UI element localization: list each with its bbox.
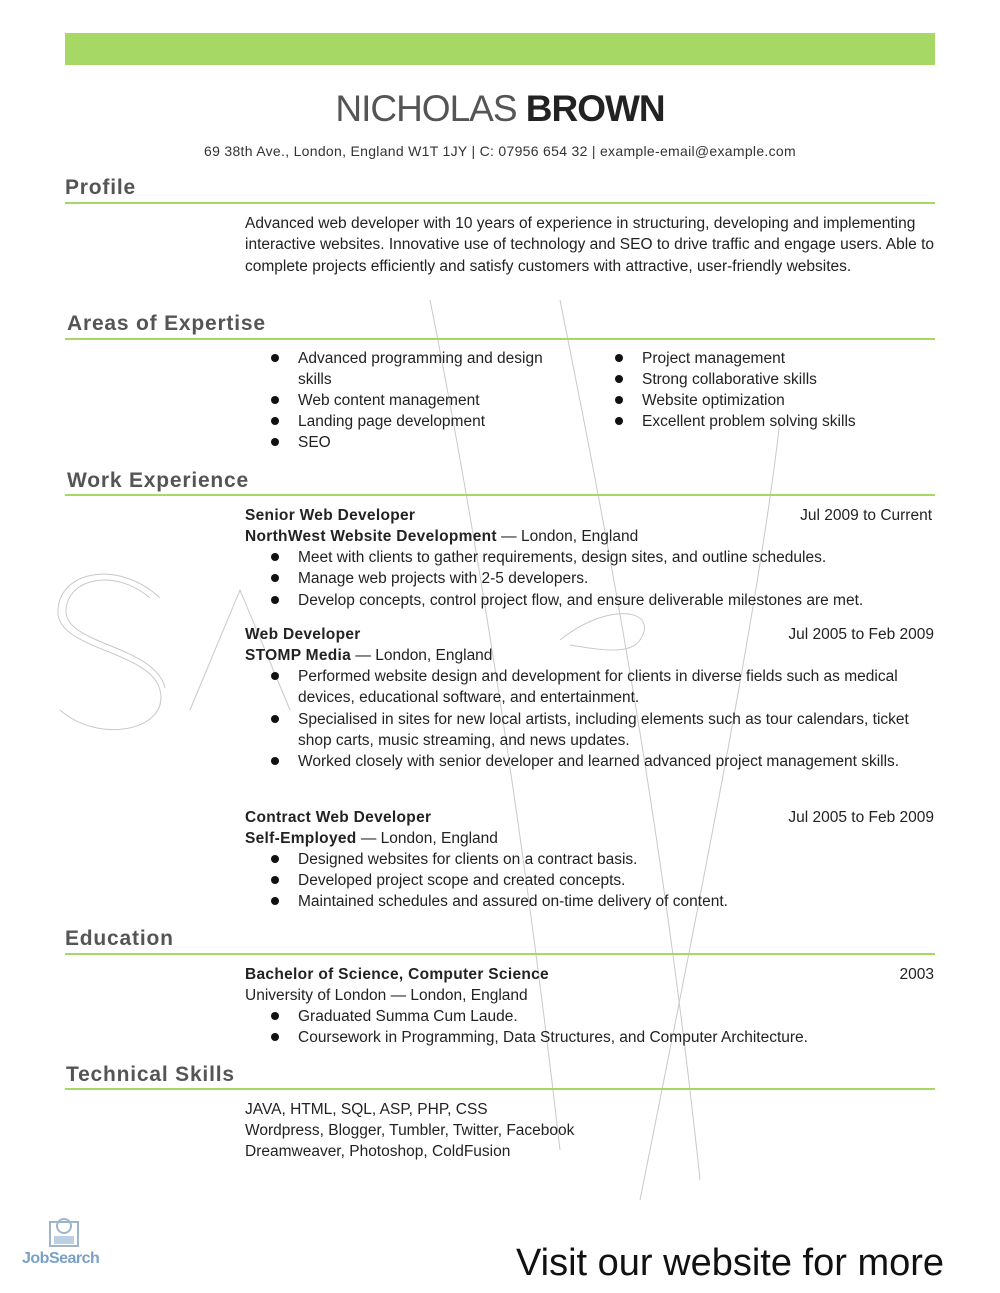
list-item: Worked closely with senior developer and learned advanced project management skills.: [298, 751, 935, 772]
skills-line: JAVA, HTML, SQL, ASP, PHP, CSS: [245, 1101, 488, 1118]
work-heading: Work Experience: [67, 469, 250, 492]
candidate-name: [0, 88, 1000, 130]
last-name: BROWN: [525, 88, 665, 129]
skills-line: Dreamweaver, Photoshop, ColdFusion: [245, 1143, 511, 1160]
list-item: Web content management: [298, 390, 578, 411]
job-employer: STOMP Media — London, England: [245, 647, 493, 664]
graduation-year: 2003: [899, 966, 934, 983]
header-accent-bar: [65, 33, 935, 65]
list-item: Project management: [642, 348, 935, 369]
expertise-rule: [65, 338, 935, 340]
skills-heading: Technical Skills: [66, 1063, 235, 1086]
job-employer: Self-Employed — London, England: [245, 830, 498, 847]
list-item: Advanced programming and design skills: [298, 348, 578, 391]
job-dates: Jul 2005 to Feb 2009: [788, 809, 934, 826]
list-item: Landing page development: [298, 411, 578, 432]
document-icon: [46, 1216, 86, 1250]
work-rule: [65, 494, 935, 496]
expertise-heading: Areas of Expertise: [67, 312, 266, 335]
profile-rule: [65, 202, 935, 204]
education-heading: Education: [65, 927, 174, 950]
contact-line: 69 38th Ave., London, England W1T 1JY | C: 07956 654 32 | example-email@example.com: [204, 143, 796, 159]
list-item: Graduated Summa Cum Laude.: [298, 1006, 935, 1027]
profile-heading: Profile: [65, 176, 136, 199]
job-dates: Jul 2009 to Current: [800, 507, 932, 524]
visit-website-link[interactable]: Visit our website for more: [516, 1242, 945, 1284]
list-item: Meet with clients to gather requirements, design sites, and outline schedules.: [298, 547, 935, 568]
skills-line: Wordpress, Blogger, Tumbler, Twitter, Facebook: [245, 1122, 575, 1139]
list-item: Website optimization: [642, 390, 935, 411]
education-rule: [65, 953, 935, 955]
degree: Bachelor of Science, Computer Science: [245, 966, 549, 983]
list-item: Specialised in sites for new local artists, including elements such as tour calendars, ticket shop carts, music streaming, and news updates.: [298, 709, 935, 752]
list-item: Designed websites for clients on a contract basis.: [298, 849, 935, 870]
list-item: Maintained schedules and assured on-time delivery of content.: [298, 891, 935, 912]
jobsearch-logo[interactable]: [22, 1216, 112, 1276]
list-item: Developed project scope and created concepts.: [298, 870, 935, 891]
skills-rule: [65, 1088, 935, 1090]
list-item: SEO: [298, 432, 578, 453]
job-dates: Jul 2005 to Feb 2009: [788, 626, 934, 643]
job-title: Web Developer: [245, 626, 361, 643]
list-item: Manage web projects with 2-5 developers.: [298, 568, 935, 589]
job-title: Contract Web Developer: [245, 809, 432, 826]
first-name: NICHOLAS: [335, 88, 517, 129]
logo-text: JobSearch: [22, 1250, 100, 1267]
job-employer: NorthWest Website Development — London, England: [245, 528, 639, 545]
list-item: Develop concepts, control project flow, and ensure deliverable milestones are met.: [298, 590, 935, 611]
list-item: Performed website design and development for clients in diverse fields such as medical devices, educational software, and entertainment.: [298, 666, 935, 709]
job-title: Senior Web Developer: [245, 507, 416, 524]
list-item: Strong collaborative skills: [642, 369, 935, 390]
list-item: Excellent problem solving skills: [642, 411, 935, 432]
list-item: Coursework in Programming, Data Structures, and Computer Architecture.: [298, 1027, 935, 1048]
profile-text: Advanced web developer with 10 years of experience in structuring, developing and implementing interactive websites. Innovative use of technology and SEO to drive traffic and engage users. Able to complete projects efficiently and satisfy customers with attractive, user-friendly websites.: [245, 215, 935, 275]
school: University of London — London, England: [245, 987, 528, 1004]
